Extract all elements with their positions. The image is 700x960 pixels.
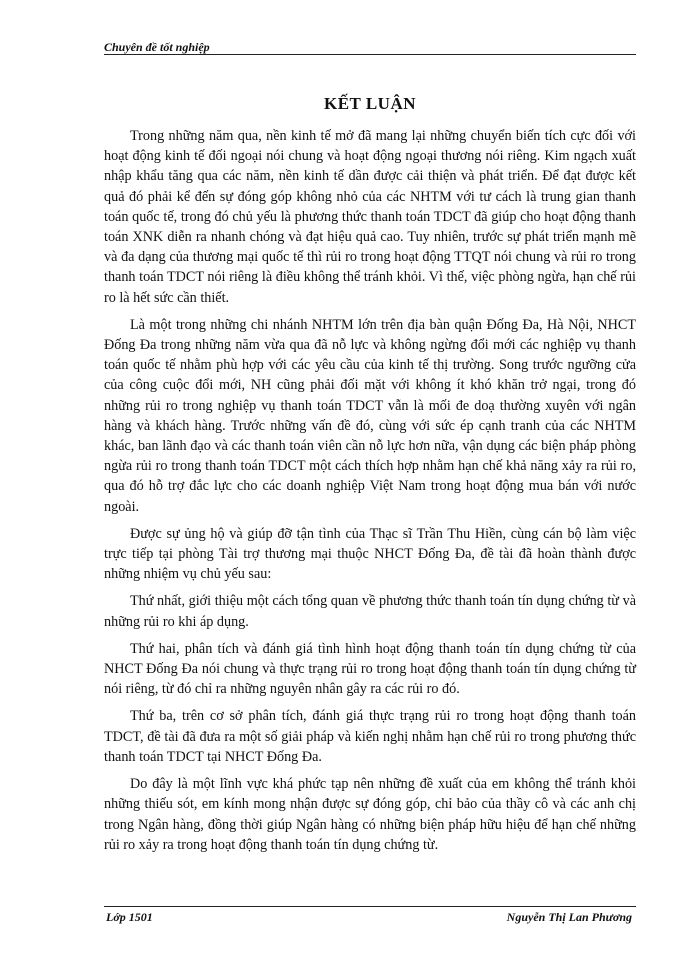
header-divider xyxy=(104,54,636,55)
paragraph-second-task: Thứ hai, phân tích và đánh giá tình hình hoạt động thanh toán tín dụng chứng từ của NHCT Đống Đa nói chung và thực trạng rủi ro trong hoạt động thanh toán tín dụng chứng từ nói riêng, từ đó chỉ ra những nguyên nhân gây ra các rủi ro đó. xyxy=(104,640,636,698)
paragraph-closing: Do đây là một lĩnh vực khá phức tạp nên những đề xuất của em không thể tránh khỏi những thiếu sót, em kính mong nhận được sự đóng góp, chỉ bảo của thầy cô và các anh chị trong Ngân hàng, đồng thời giúp Ngân hàng có những biện pháp hữu hiệu để hạn chế những rủi ro xảy ra trong hoạt động thanh toán tín dụng chứng từ. xyxy=(104,776,636,853)
section-title: KẾT LUẬN xyxy=(323,94,416,113)
footer-divider xyxy=(104,906,636,907)
paragraph-first-task: Thứ nhất, giới thiệu một cách tổng quan về phương thức thanh toán tín dụng chứng từ và những rủi ro khi áp dụng. xyxy=(104,593,636,630)
footer-class: Lớp 1501 xyxy=(106,910,153,924)
page-header xyxy=(104,40,636,56)
page-footer xyxy=(104,906,636,928)
conclusion-body xyxy=(104,126,636,862)
paragraph-acknowledgement: Được sự ủng hộ và giúp đỡ tận tình của Thạc sĩ Trần Thu Hiền, cùng cán bộ làm việc trực tiếp tại phòng Tài trợ thương mại thuộc NHCT Đống Đa, đề tài đã hoàn thành được những nhiệm vụ chủ yếu sau: xyxy=(104,525,636,583)
header-title: Chuyên đề tốt nghiệp xyxy=(104,40,210,54)
footer-author: Nguyễn Thị Lan Phương xyxy=(506,910,632,924)
paragraph-third-task: Thứ ba, trên cơ sở phân tích, đánh giá thực trạng rủi ro trong hoạt động thanh toán TDCT, đề tài đã đưa ra một số giải pháp và kiến nghị nhằm hạn chế rủi ro trong phương thức thanh toán TDCT tại NHCT Đống Đa. xyxy=(104,708,636,765)
paragraph-intro: Trong những năm qua, nền kinh tế mở đã mang lại những chuyển biến tích cực đối với hoạt động kinh tế đối ngoại nói chung và hoạt động ngoại thương nói riêng. Kim ngạch xuất nhập khẩu tăng qua các năm, nền kinh tế dần được cải thiện và phát triển. Để đạt được kết quả đó phải kể đến sự đóng góp không nhỏ của các NHTM với tư cách là trung gian thanh toán quốc tế, trong đó chủ yếu là phương thức thanh toán TDCT đã giúp cho hoạt động thanh toán XNK diễn ra nhanh chóng và đạt hiệu quả cao. Tuy nhiên, trước sự phát triển mạnh mẽ và đa dạng của thương mại quốc tế thì rủi ro trong hoạt động TTQT nói chung và rủi ro trong thanh toán TDCT nói riêng là điều không thể tránh khỏi. Vì thế, việc phòng ngừa, hạn chế rủi ro là hết sức cần thiết. xyxy=(104,128,636,306)
paragraph-branch-context: Là một trong những chi nhánh NHTM lớn trên địa bàn quận Đống Đa, Hà Nội, NHCT Đống Đa trong những năm vừa qua đã nỗ lực và không ngừng đổi mới các nghiệp vụ thanh toán quốc tế nhằm phù hợp với các yêu cầu của kinh tế thị trường. Song trước ngưỡng cửa của công cuộc đổi mới, NH cũng phải đối mặt với không ít khó khăn trở ngại, trong đó những rủi ro trong nghiệp vụ thanh toán TDCT vẫn là mối đe doạ thường xuyên với ngân hàng và khách hàng. Trước những vấn đề đó, cùng với sức ép cạnh tranh của các NHTM khác, ban lãnh đạo và các thanh toán viên cần nỗ lực hơn nữa, vận dụng các biện pháp phòng ngừa rủi ro trong thanh toán TDCT một cách thích hợp nhằm hạn chế khả năng xảy ra rủi ro, qua đó hỗ trợ đắc lực cho các doanh nghiệp Việt Nam trong hoạt động mua bán với nước ngoài. xyxy=(104,316,636,515)
